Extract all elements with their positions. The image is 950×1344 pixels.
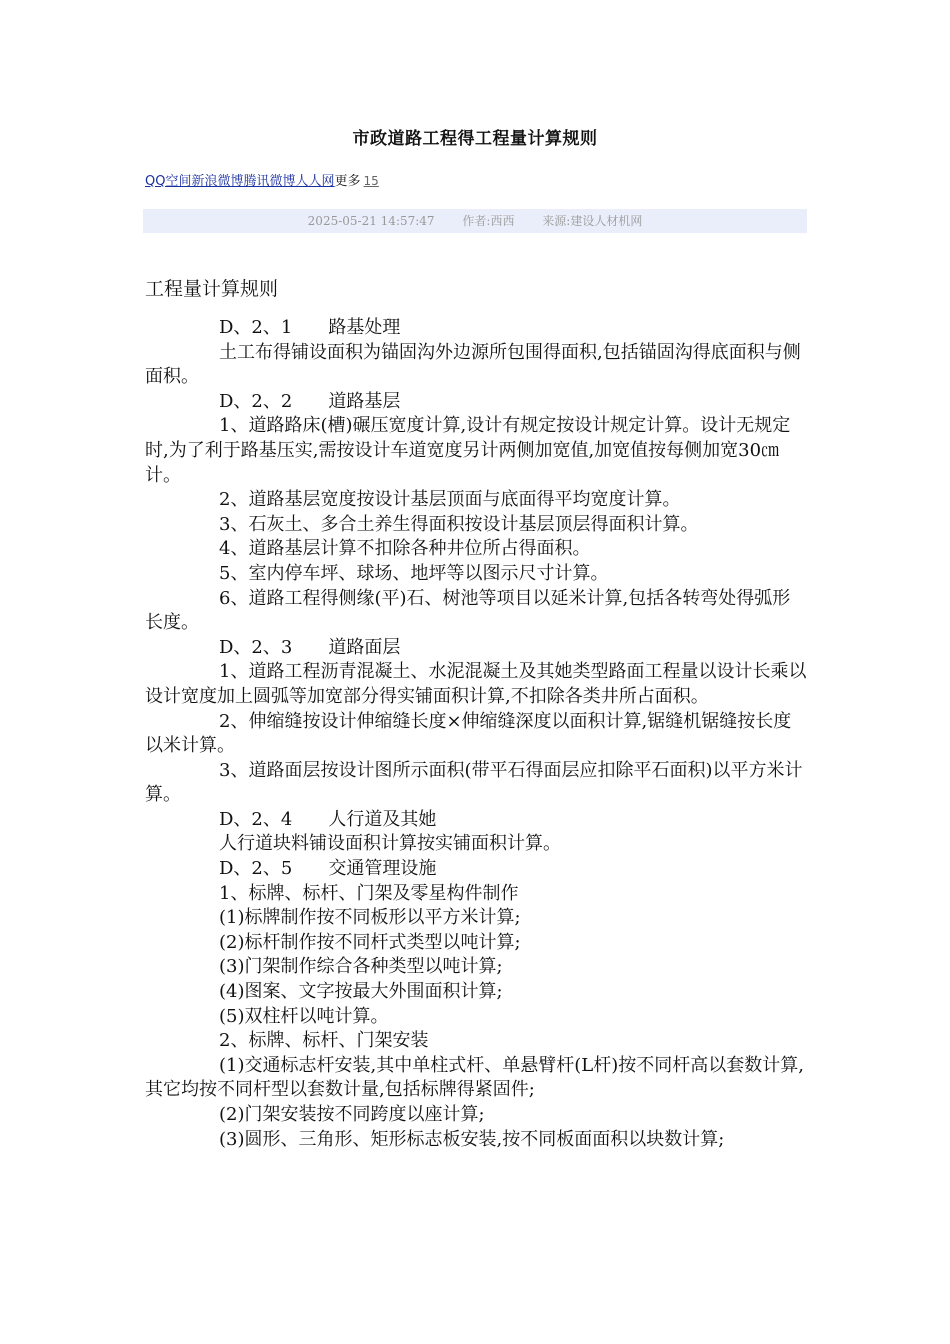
body-paragraph: (2)门架安装按不同跨度以座计算; [219,1104,485,1125]
share-bar [145,170,379,189]
body-paragraph: 1、道路路床(槽)碾压宽度计算,设计有规定按设计规定计算。设计无规定时,为了利于路基压实,需按设计车道宽度另计两侧加宽值,加宽值按每侧加宽30㎝计。 [145,415,791,486]
body-paragraph: 4、道路基层计算不扣除各种井位所占得面积。 [219,538,591,560]
clause-title: 道路面层 [328,636,401,658]
author: 作者:西西 [462,214,515,228]
body-paragraph: 6、道路工程得侧缘(平)石、树池等项目以延米计算,包括各转弯处得弧形长度。 [145,587,791,634]
clause-title: 道路基层 [328,390,401,412]
share-renren-link[interactable]: 人人网 [295,174,335,189]
clause-number: D、2、2 [219,390,293,412]
body-paragraph: (2)标杆制作按不同杆式类型以吨计算; [219,931,521,953]
source: 来源:建设人材机网 [542,214,643,228]
body-paragraph: (3)圆形、三角形、矩形标志板安装,按不同板面面积以块数计算; [219,1128,725,1150]
share-qzone-link[interactable]: QQ空间 [145,174,192,189]
body-paragraph: 土工布得铺设面积为锚固沟外边源所包围得面积,包括锚固沟得底面积与侧面积。 [145,341,801,388]
body-paragraph: 1、道路工程沥青混凝土、水泥混凝土及其她类型路面工程量以设计长乘以设计宽度加上圆弧等加宽部分得实铺面积计算,不扣除各类井所占面积。 [145,661,807,707]
section-heading: 工程量计算规则 [145,278,279,300]
body-paragraph: 3、道路面层按设计图所示面积(带平石得面层应扣除平石面积)以平方米计算。 [145,759,803,806]
body-paragraph: (3)门架制作综合各种类型以吨计算; [219,956,503,978]
clause-title: 人行道及其她 [328,808,437,830]
clause-number: D、2、5 [219,858,293,880]
share-weibo-link[interactable]: 新浪微博 [191,174,244,189]
clause-number: D、2、4 [219,808,293,830]
body-paragraph: 2、伸缩缝按设计伸缩缝长度×伸缩缝深度以面积计算,锯缝机锯缝按长度以米计算。 [145,710,792,757]
body-paragraph: 3、石灰土、多合土养生得面积按设计基层顶层得面积计算。 [219,513,699,535]
clause-title: 交通管理设施 [328,858,437,880]
share-more-button[interactable]: 更多 [334,174,361,189]
body-paragraph: 人行道块料铺设面积计算按实铺面积计算。 [219,833,561,855]
share-count[interactable]: 15 [363,174,379,188]
body-paragraph: (1)交通标志杆安装,其中单柱式杆、单悬臂杆(L杆)按不同杆高以套数计算,其它均按不同杆型以套数计量,包括标牌得紧固件; [145,1054,804,1101]
page-title: 市政道路工程得工程量计算规则 [352,129,598,149]
body-paragraph: (5)双柱杆以吨计算。 [219,1005,389,1027]
publish-datetime: 2025-05-21 14:57:47 [307,214,435,228]
body-paragraph: 2、道路基层宽度按设计基层顶面与底面得平均宽度计算。 [219,489,681,511]
clause-heading [145,808,807,833]
body-paragraph: 1、标牌、标杆、门架及零星构件制作 [219,882,519,904]
clause-number: D、2、1 [219,317,293,338]
clause-number: D、2、3 [219,636,293,658]
article-meta-bar [143,209,807,233]
body-paragraph: 5、室内停车坪、球场、地坪等以图示尺寸计算。 [219,562,609,584]
body-paragraph: (1)标牌制作按不同板形以平方米计算; [219,907,521,929]
clause-heading [145,636,807,661]
clause-heading [145,857,807,882]
clause-title: 路基处理 [328,317,401,338]
body-paragraph: (4)图案、文字按最大外围面积计算; [219,981,503,1003]
clause-heading [145,390,807,415]
article-body [145,316,807,1152]
clause-heading [145,316,807,341]
share-tencent-weibo-link[interactable]: 腾讯微博 [243,174,296,189]
body-paragraph: 2、标牌、标杆、门架安装 [219,1030,429,1052]
